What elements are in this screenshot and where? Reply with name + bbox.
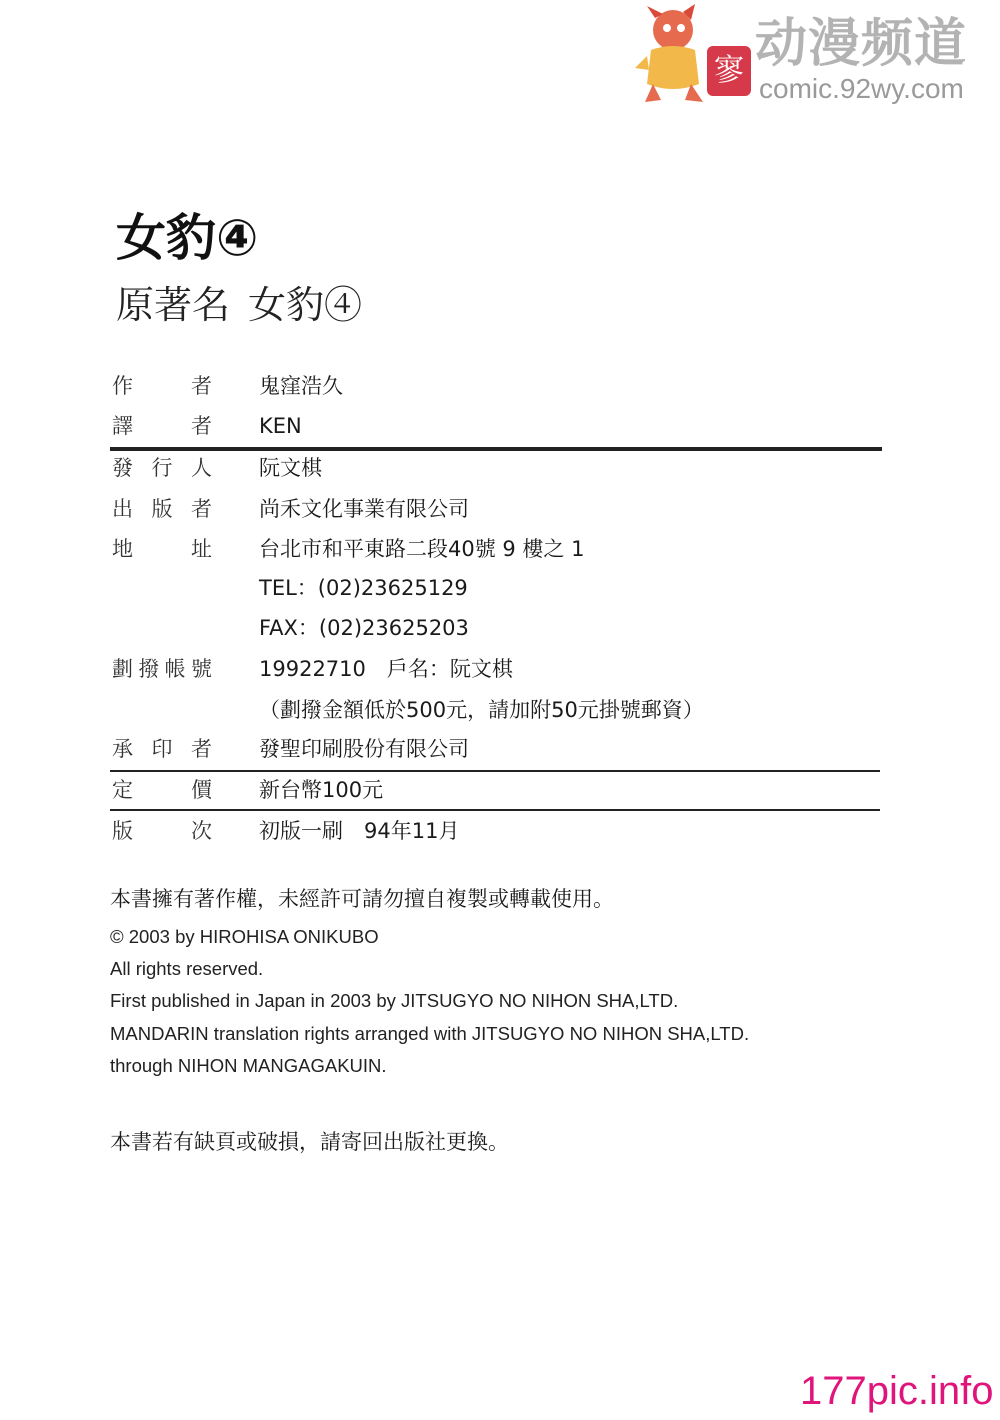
translator-value: KEN xyxy=(259,414,302,438)
original-title-value: 女豹④ xyxy=(248,283,363,327)
copyright-line: through NIHON MANGAGAKUIN. xyxy=(110,1055,387,1076)
divider-thick xyxy=(110,447,882,451)
postal-account-value: 19922710 戶名：阮文棋 xyxy=(259,657,513,681)
publisher-person-label: 發行人 xyxy=(112,456,212,480)
copyright-line: MANDARIN translation rights arranged with JITSUGYO NO NIHON SHA,LTD. xyxy=(110,1023,750,1044)
address-label: 地址 xyxy=(112,537,212,561)
publisher-value: 尚禾文化事業有限公司 xyxy=(259,497,469,521)
publisher-label: 出版者 xyxy=(112,497,212,521)
colophon-row-translator xyxy=(112,406,302,446)
printer-value: 發聖印刷股份有限公司 xyxy=(259,737,469,761)
mascot-logo-icon xyxy=(633,4,713,104)
author-label: 作者 xyxy=(112,374,212,398)
copyright-line: All rights reserved. xyxy=(110,958,264,979)
address-value: 台北市和平東路二段40號 9 樓之 1 xyxy=(259,537,585,561)
edition-label: 版次 xyxy=(112,819,212,843)
divider-thin-2 xyxy=(110,809,880,811)
copyright-line: © 2003 by HIROHISA ONIKUBO xyxy=(110,926,379,947)
colophon-row-printer xyxy=(112,729,469,769)
original-title xyxy=(116,280,362,330)
divider-thin-1 xyxy=(110,770,880,772)
colophon-row-author xyxy=(112,366,343,406)
printer-label: 承印者 xyxy=(112,737,212,761)
tel-value: TEL：(02)23625129 xyxy=(259,576,468,600)
postal-account-note: （劃撥金額低於500元，請加附50元掛號郵資） xyxy=(259,698,704,722)
translator-label: 譯者 xyxy=(112,414,212,438)
colophon-row-publisher-person xyxy=(112,448,322,488)
postal-account-label: 劃撥帳號 xyxy=(112,657,212,681)
copyright-notice-cn: 本書擁有著作權，未經許可請勿擅自複製或轉載使用。 xyxy=(110,887,614,911)
fax-value: FAX：(02)23625203 xyxy=(259,616,469,640)
watermark-site-url: comic.92wy.com xyxy=(759,73,964,104)
site-watermark-bottom: 177pic.info xyxy=(800,1369,994,1413)
copyright-line: First published in Japan in 2003 by JITSUGYO NO NIHON SHA,LTD. xyxy=(110,990,679,1011)
publisher-person-value: 阮文棋 xyxy=(259,456,322,480)
colophon-row-address xyxy=(112,529,585,569)
edition-value: 初版一刷 94年11月 xyxy=(259,819,460,843)
colophon-row-price xyxy=(112,770,384,810)
author-value: 鬼窪浩久 xyxy=(259,374,343,398)
price-value: 新台幣100元 xyxy=(259,778,384,802)
site-watermark-top xyxy=(625,0,1000,108)
colophon-row-edition xyxy=(112,811,460,851)
colophon-row-postal-account xyxy=(112,649,513,689)
watermark-stamp: 寥 xyxy=(707,46,751,96)
colophon-row-publisher xyxy=(112,489,469,529)
book-title: 女豹④ xyxy=(116,209,259,267)
original-title-label: 原著名 xyxy=(116,283,231,327)
defect-notice: 本書若有缺頁或破損，請寄回出版社更換。 xyxy=(110,1130,509,1154)
price-label: 定價 xyxy=(112,778,212,802)
watermark-site-name: 动漫频道 xyxy=(755,14,968,74)
